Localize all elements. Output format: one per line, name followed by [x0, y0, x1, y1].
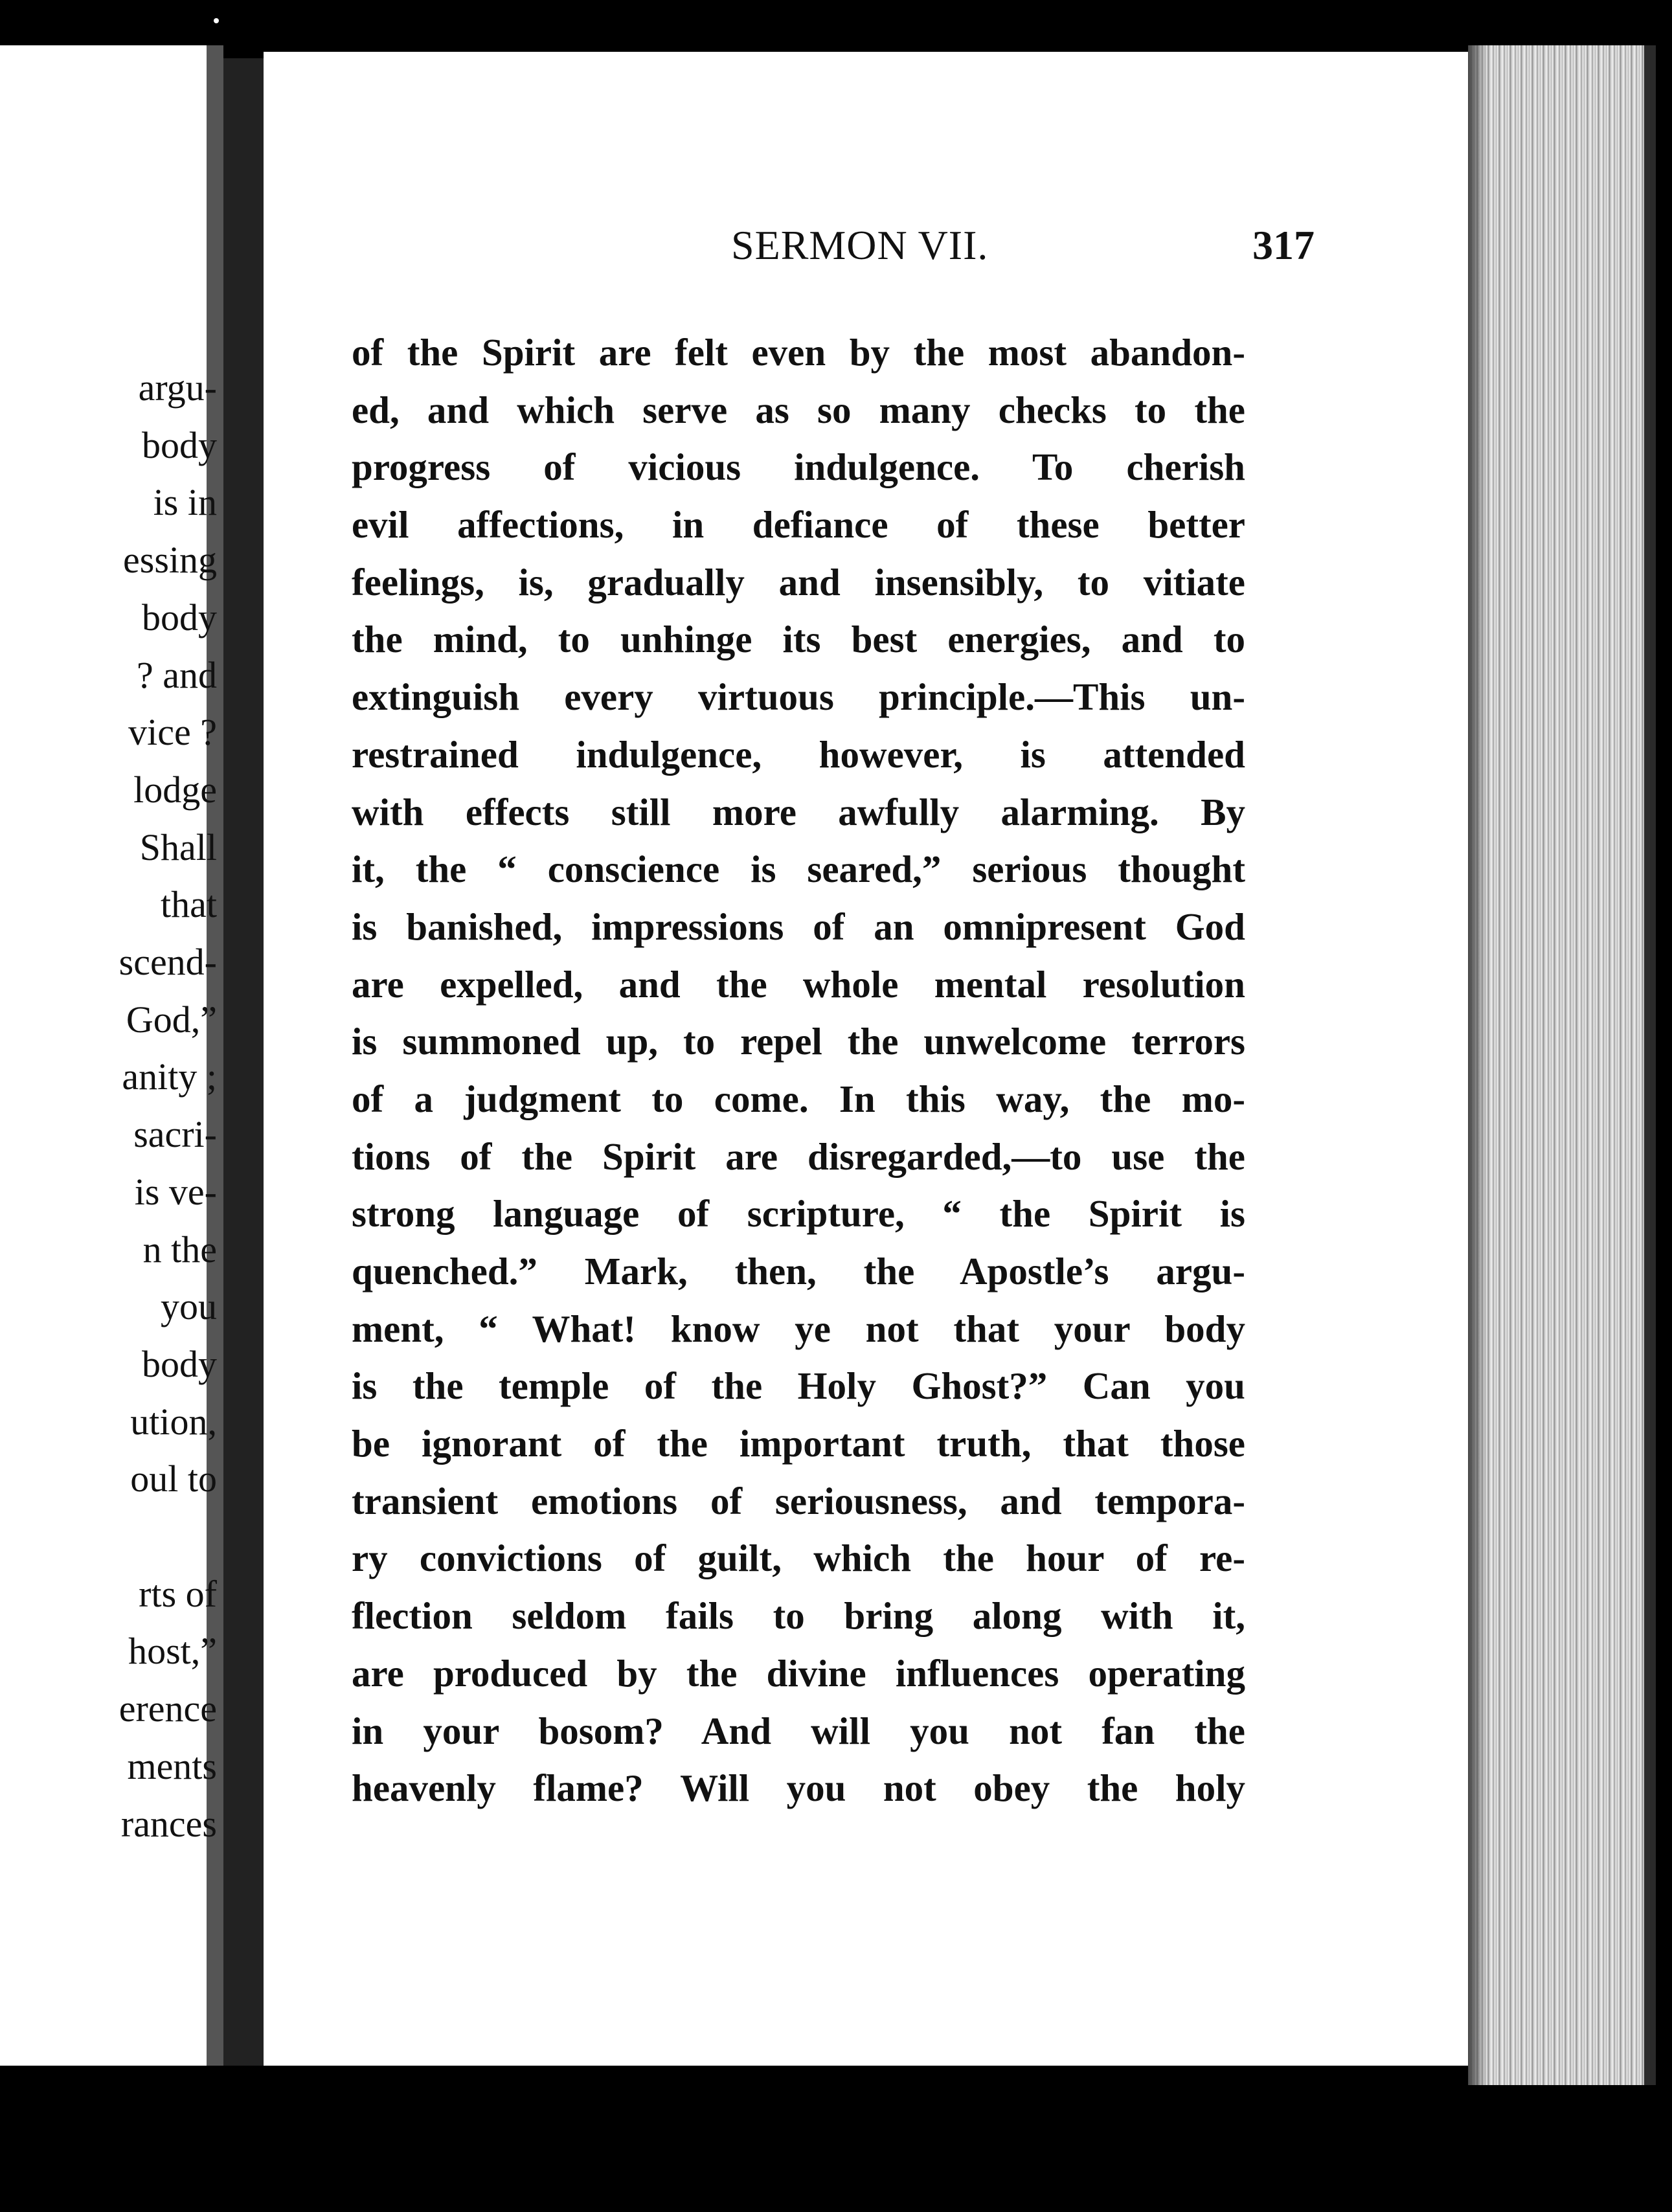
text-line: is banished, impressions of an omnipresent God [352, 905, 1245, 948]
text-line: restrained indulgence, however, is attended [352, 732, 1245, 776]
text-line: transient emotions of seriousness, and tempora- [352, 1479, 1245, 1522]
previous-page-line-fragment: lodge [133, 768, 217, 811]
previous-page-line-fragment: God,” [126, 998, 217, 1041]
page-header [354, 221, 1500, 273]
text-line: strong language of scripture, “ the Spirit is [352, 1192, 1245, 1236]
previous-page-line-fragment: essing [123, 539, 217, 581]
previous-page-line-fragment: n the [142, 1228, 217, 1270]
text-line: is summoned up, to repel the unwelcome terrors [352, 1020, 1245, 1063]
previous-page-line-fragment: ? and [137, 653, 217, 696]
book-gutter [223, 58, 264, 2066]
text-line: of the Spirit are felt even by the most abandon- [352, 331, 1245, 374]
previous-page-line-fragment: that [161, 883, 217, 926]
text-line: are produced by the divine influences operating [352, 1651, 1245, 1695]
previous-page-line-fragment: is in [153, 481, 217, 524]
fore-edge-dark-strip [1644, 45, 1656, 2085]
text-line: heavenly flame? Will you not obey the holy [352, 1766, 1245, 1810]
text-line: in your bosom? And will you not fan the [352, 1709, 1245, 1752]
previous-page-line-fragment: is ve- [134, 1170, 217, 1213]
scan-speck [214, 18, 219, 23]
previous-page-line-fragment: scend- [119, 941, 217, 983]
page-317 [264, 52, 1468, 2066]
text-line: evil affections, in defiance of these better [352, 503, 1245, 547]
previous-page-line-fragment: body [142, 596, 217, 638]
previous-page-line-fragment: rts of [139, 1572, 217, 1615]
page-fore-edge [1468, 45, 1656, 2085]
previous-page-line-fragment: ution, [130, 1400, 217, 1443]
text-line: extinguish every virtuous principle.—This un- [352, 675, 1245, 719]
previous-page-line-fragment: argu- [138, 367, 217, 409]
previous-page-line-fragment: erence [119, 1687, 217, 1730]
text-line: ed, and which serve as so many checks to the [352, 388, 1245, 431]
previous-page-line-fragment: oul to [130, 1458, 217, 1500]
text-line: progress of vicious indulgence. To cherish [352, 446, 1245, 489]
text-line: feelings, is, gradually and insensibly, to vitiate [352, 560, 1245, 604]
previous-page-line-fragment: Shall [139, 826, 217, 868]
sermon-body-text [352, 324, 1245, 1817]
text-line: ment, “ What! know ye not that your body [352, 1307, 1245, 1350]
page-number: 317 [1252, 222, 1315, 268]
previous-page-line-fragment: host,” [128, 1630, 217, 1673]
text-line: with effects still more awfully alarming. By [352, 790, 1245, 833]
text-line: flection seldom fails to bring along with it, [352, 1594, 1245, 1638]
previous-page-line-fragment: ments [127, 1744, 217, 1787]
text-line: of a judgment to come. In this way, the mo- [352, 1077, 1245, 1120]
previous-page-line-fragment: you [161, 1285, 217, 1328]
text-line: are expelled, and the whole mental resolution [352, 962, 1245, 1006]
previous-page-line-fragment: sacri- [133, 1113, 217, 1156]
fore-edge-shadow [1468, 45, 1487, 2085]
previous-page [0, 45, 223, 2066]
previous-page-line-fragment: vice ? [128, 711, 217, 754]
previous-page-line-fragment: anity ; [122, 1055, 217, 1098]
text-line: ry convictions of guilt, which the hour of re- [352, 1537, 1245, 1580]
previous-page-line-fragment: body [142, 423, 217, 466]
text-line: is the temple of the Holy Ghost?” Can you [352, 1364, 1245, 1408]
running-head: SERMON VII. [731, 222, 989, 268]
previous-page-line-fragment: body [142, 1342, 217, 1385]
text-line: the mind, to unhinge its best energies, and to [352, 618, 1245, 661]
text-line: be ignorant of the important truth, that those [352, 1422, 1245, 1465]
text-line: it, the “ conscience is seared,” serious thought [352, 848, 1245, 891]
text-line: tions of the Spirit are disregarded,—to use the [352, 1134, 1245, 1178]
previous-page-line-fragment: rances [120, 1802, 217, 1845]
text-line: quenched.” Mark, then, the Apostle’s argu- [352, 1250, 1245, 1292]
